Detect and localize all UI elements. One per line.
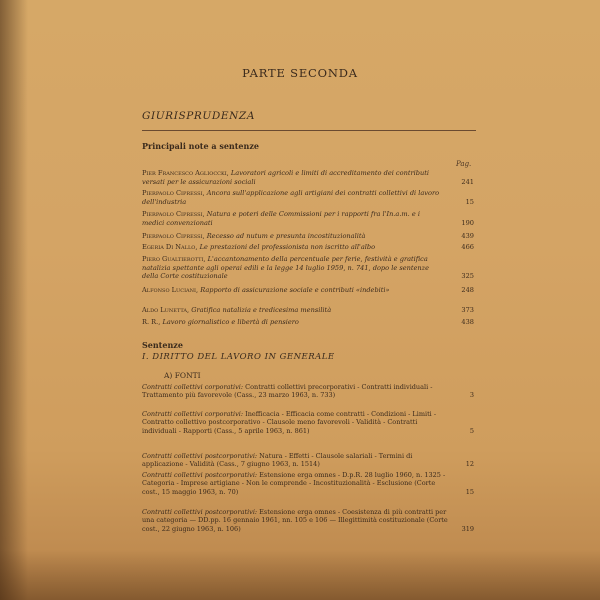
note-entry: [142, 243, 476, 252]
note-entry: [142, 232, 476, 241]
note-entry: [142, 318, 476, 327]
case-entry: [142, 383, 476, 400]
note-entry: [142, 189, 476, 206]
note-title: Lavoratori agricoli e limiti di accreditamento dei contributi versati per le assicurazioni sociali: [142, 169, 429, 186]
note-page: 466: [461, 243, 474, 251]
case-entry: [142, 471, 476, 496]
note-page: 438: [461, 318, 474, 326]
case-heading: Contratti collettivi postcorporativi:: [142, 452, 258, 460]
case-body: Natura - Effetti - Clausole salariali - Termini di applicazione - Validità (Cass., 7 giugno 1963, n. 1514): [142, 452, 413, 469]
page-bottom-shadow: [0, 550, 600, 600]
case-body: Inefficacia - Efficacia come contratti - Condizioni - Limiti - Contratto collettivo postcorporativo - Clausole meno favorevoli - Validità - Contratti individuali - Rapporti (Cass., 5 aprile 1963, n. 861): [142, 410, 437, 435]
note-title: Le prestazioni del professionista non iscritto all'albo: [199, 243, 376, 251]
page-column-label: Pag.: [456, 160, 472, 168]
case-heading: Contratti collettivi corporativi:: [142, 383, 244, 391]
case-entry: [142, 508, 476, 533]
note-page: 439: [461, 232, 474, 240]
note-entry: [142, 169, 476, 186]
divider: [142, 130, 476, 131]
case-page: 5: [469, 426, 474, 435]
note-title: L'accantonamento della percentuale per ferie, festività e gratifica natalizia spettante agli operai edili e la legge 14 luglio 1959, n. 741, dopo le sentenze della Corte costituzionale: [142, 255, 430, 281]
note-entry: [142, 286, 476, 295]
note-page: 15: [465, 197, 474, 206]
page-edge-shadow: [0, 0, 28, 600]
note-author: Piero Gualtierotti,: [142, 255, 206, 263]
note-author: Pierpaolo Cipressi,: [142, 189, 205, 197]
section-heading: GIURISPRUDENZA: [142, 110, 255, 122]
case-page: 12: [465, 460, 474, 469]
case-page: 3: [469, 391, 474, 400]
note-title: Natura e poteri delle Commissioni per i rapporti fra l'In.a.m. e i medici convenzionati: [142, 210, 420, 227]
note-title: Ancora sull'applicazione agli artigiani dei contratti collettivi di lavoro dell'industria: [142, 189, 440, 206]
part-heading: PARTE SECONDA: [242, 66, 358, 80]
case-entry: [142, 410, 476, 435]
subheading-principali: Principali note a sentenze: [142, 141, 259, 151]
case-heading: Contratti collettivi corporativi:: [142, 410, 244, 418]
note-author: Pierpaolo Cipressi,: [142, 232, 205, 240]
note-author: Alfonso Luciani,: [142, 286, 199, 294]
case-body: Estensione erga omnes - Coesistenza di più contratti per una categoria — DD.pp. 16 gennaio 1961, nn. 105 e 106 — Illegittimità costituzionale (Corte cost., 22 giugno 1963, n. 106): [142, 508, 448, 533]
note-page: 325: [461, 272, 474, 281]
note-author: Egeria Di Nallo,: [142, 243, 198, 251]
note-author: Pierpaolo Cipressi,: [142, 210, 205, 218]
case-page: 319: [461, 524, 474, 533]
note-page: 248: [461, 286, 474, 294]
note-page: 190: [461, 218, 474, 227]
case-page: 15: [465, 487, 474, 496]
note-title: Lavoro giornalistico e libertà di pensiero: [162, 318, 299, 326]
chapter-title: I. DIRITTO DEL LAVORO IN GENERALE: [142, 352, 335, 362]
note-entry: [142, 255, 476, 281]
case-body: Estensione erga omnes - D.p.R. 28 luglio 1960, n. 1325 - Categoria - Imprese artigiane - Non le comprende - Incostituzionalità - Esclusione (Corte cost., 15 maggio 1963, n. 70): [142, 471, 446, 496]
note-author: Aldo Lunetta,: [142, 306, 190, 314]
note-author: R. R.,: [142, 318, 161, 326]
subsection-title: A) FONTI: [164, 371, 201, 380]
case-entry: [142, 452, 476, 469]
note-page: 241: [461, 177, 474, 186]
case-heading: Contratti collettivi postcorporativi:: [142, 508, 258, 516]
case-body: Contratti collettivi precorporativi - Contratti individuali - Trattamento più favorevole (Cass., 23 marzo 1963, n. 733): [142, 383, 433, 400]
note-entry: [142, 306, 476, 315]
note-title: Gratifica natalizia e tredicesima mensilità: [191, 306, 332, 314]
note-page: 373: [461, 306, 474, 314]
case-heading: Contratti collettivi postcorporativi:: [142, 471, 258, 479]
note-author: Pier Francesco Aglioccki,: [142, 169, 229, 177]
note-entry: [142, 210, 476, 227]
note-title: Recesso ad nutum e presunta incostituzionalità: [206, 232, 366, 240]
subheading-sentenze: Sentenze: [142, 340, 183, 350]
note-title: Rapporto di assicurazione sociale e contributi «indebiti»: [200, 286, 390, 294]
